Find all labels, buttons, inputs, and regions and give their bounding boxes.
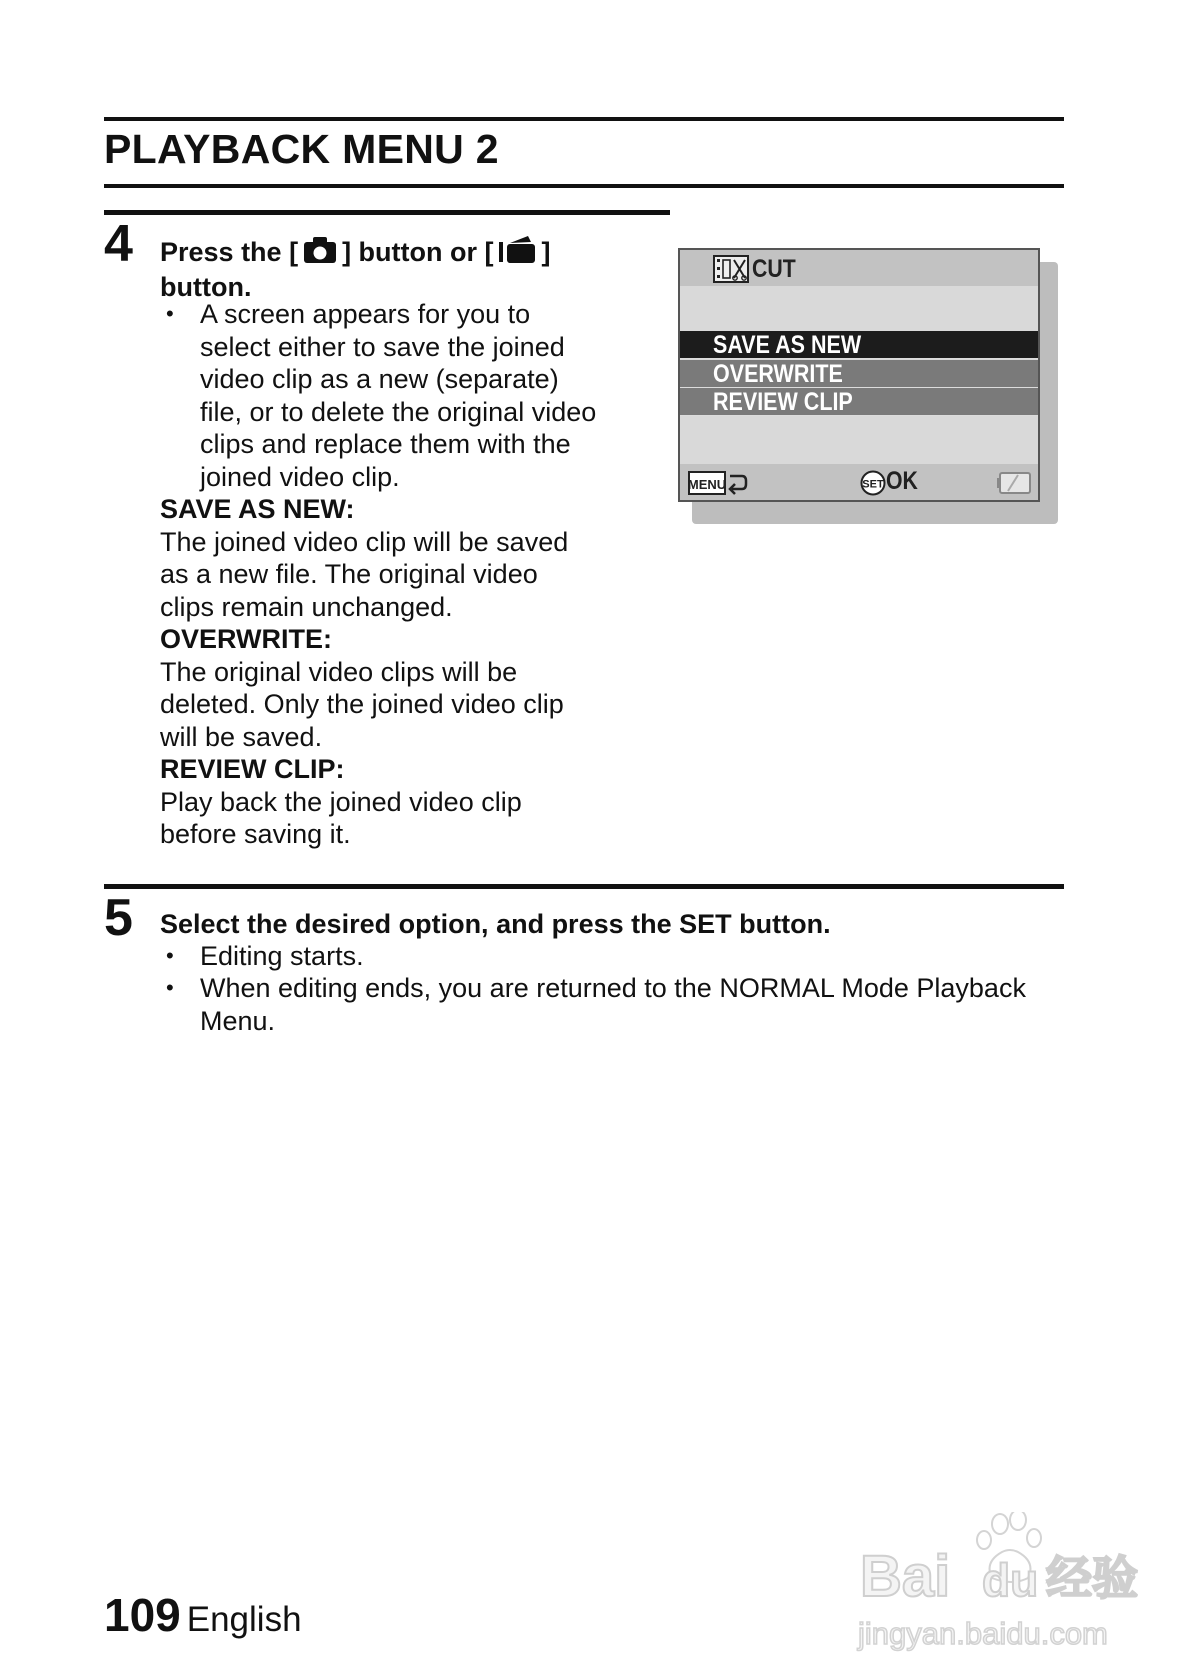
- step5-bullet-text: [166, 972, 1066, 1037]
- watermark-cn: 经验: [1046, 1551, 1138, 1605]
- header-top-rule: [104, 117, 1064, 121]
- menu-item-label: REVIEW CLIP: [713, 388, 853, 416]
- watermark-url: jingyan.baidu.com: [858, 1616, 1108, 1651]
- set-button-icon[interactable]: [860, 470, 886, 501]
- option-line: as a new file. The original video: [160, 559, 538, 589]
- step5-bullet: [166, 972, 1066, 1037]
- step5-bullet: [166, 940, 1066, 973]
- step5-number: 5: [104, 889, 133, 947]
- header-bottom-rule: [104, 184, 1064, 188]
- option-line: The joined video clip will be saved: [160, 526, 569, 557]
- bullet-line: Editing starts.: [200, 941, 364, 971]
- menu-item-label: SAVE AS NEW: [713, 331, 862, 359]
- ok-label: OK: [886, 467, 918, 495]
- step5-rule: [104, 884, 1064, 889]
- menu-icon-text: MENU: [688, 477, 727, 492]
- screen-title: CUT: [752, 255, 796, 283]
- step4-heading-line2: button.: [160, 272, 252, 302]
- option-line: clips remain unchanged.: [160, 591, 453, 622]
- page-number: 109: [104, 1589, 181, 1641]
- bullet-line: video clip as a new (separate): [200, 364, 559, 394]
- bullet-line: select either to save the joined: [200, 331, 565, 362]
- page-footer: [104, 1589, 302, 1641]
- bullet-line: joined video clip.: [200, 461, 400, 492]
- option-line: will be saved.: [160, 721, 323, 752]
- page-title: PLAYBACK MENU 2: [104, 126, 499, 172]
- watermark-brand: Bai: [860, 1544, 951, 1609]
- option-line: The original video clips will be: [160, 656, 518, 687]
- film-cut-icon: [713, 255, 749, 288]
- step4-heading: [160, 234, 640, 303]
- option-line: before saving it.: [160, 819, 351, 849]
- language-label: English: [186, 1600, 302, 1639]
- step4-number: 4: [104, 215, 133, 273]
- baidu-watermark: [852, 1512, 1152, 1667]
- step5-heading: Select the desired option, and press the SET button.: [160, 909, 831, 939]
- step4-heading-post: ]: [541, 237, 551, 267]
- bullet-line: file, or to delete the original video: [200, 396, 597, 427]
- video-camera-icon: [498, 234, 538, 271]
- option-line: deleted. Only the joined video clip: [160, 689, 564, 719]
- step4-heading-pre: Press the [: [160, 237, 299, 267]
- option-term-save-as-new: SAVE AS NEW:: [160, 494, 355, 524]
- option-term-review-clip: REVIEW CLIP:: [160, 754, 345, 784]
- bullet-line: When editing ends, you are returned to the NORMAL Mode Playback: [200, 973, 1026, 1003]
- step4-bullet-text: [166, 298, 646, 493]
- option-descriptions: [160, 493, 620, 851]
- watermark-brand2: du: [982, 1554, 1039, 1606]
- step4-rule: [104, 210, 670, 215]
- option-term-overwrite: OVERWRITE:: [160, 624, 333, 654]
- bullet-line: clips and replace them with the: [200, 429, 571, 459]
- camera-screen: [678, 248, 1040, 502]
- menu-item-overwrite[interactable]: [680, 360, 1038, 388]
- screen-title-bar: [680, 250, 1038, 286]
- screen-footer-bar: [680, 464, 1038, 500]
- menu-item-save-as-new[interactable]: [680, 331, 1038, 359]
- option-line: Play back the joined video clip: [160, 786, 522, 817]
- bullet-dot: •: [166, 943, 174, 968]
- menu-item-label: OVERWRITE: [713, 360, 843, 388]
- battery-icon: [996, 472, 1032, 499]
- menu-back-icon[interactable]: [688, 470, 750, 501]
- camera-icon: [302, 236, 338, 271]
- set-icon-text: SET: [862, 478, 884, 491]
- menu-item-review-clip[interactable]: [680, 388, 1038, 416]
- bullet-dot: •: [166, 975, 174, 1000]
- bullet-line: Menu.: [200, 1005, 276, 1036]
- bullet-line: A screen appears for you to: [200, 299, 531, 329]
- bullet-dot: •: [166, 301, 174, 326]
- step4-bullet: [166, 298, 646, 493]
- step4-heading-mid: ] button or [: [342, 237, 494, 267]
